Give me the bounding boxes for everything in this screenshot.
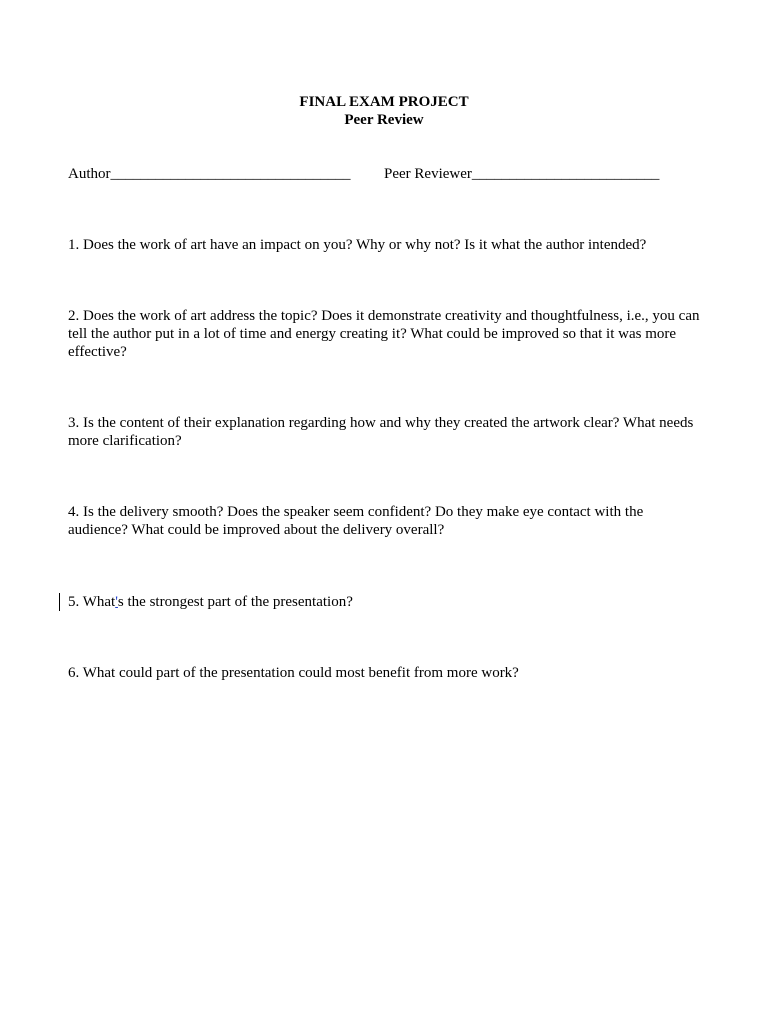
title-block: [0, 93, 768, 129]
question-1[interactable]: 1. Does the work of art have an impact on you? Why or why not? Is it what the author intended?: [68, 237, 647, 253]
question-5-end: s the strongest part of the presentation?: [117, 594, 353, 610]
question-3[interactable]: 3. Is the content of their explanation regarding how and why they created the artwork clear? What needs more clarification?: [68, 415, 694, 449]
text-cursor: [59, 593, 60, 611]
question-2[interactable]: 2. Does the work of art address the topic? Does it demonstrate creativity and thoughtfulness, i.e., you can tell the author put in a lot of time and energy creating it? What could be improved so that it was more effective?: [68, 308, 700, 360]
question-5[interactable]: [68, 593, 700, 611]
document-title: FINAL EXAM PROJECT: [299, 94, 469, 110]
question-6[interactable]: 6. What could part of the presentation could most benefit from more work?: [68, 665, 519, 681]
document-subtitle: Peer Review: [344, 112, 424, 128]
author-field[interactable]: Author________________________________: [68, 166, 351, 182]
question-5-start: 5. What: [68, 594, 116, 610]
peer-reviewer-field[interactable]: Peer Reviewer_________________________: [384, 166, 660, 182]
tracked-change-apostrophe[interactable]: ': [115, 594, 118, 610]
question-4[interactable]: 4. Is the delivery smooth? Does the speaker seem confident? Do they make eye contact with the audience? What could be improved about the delivery overall?: [68, 504, 644, 538]
